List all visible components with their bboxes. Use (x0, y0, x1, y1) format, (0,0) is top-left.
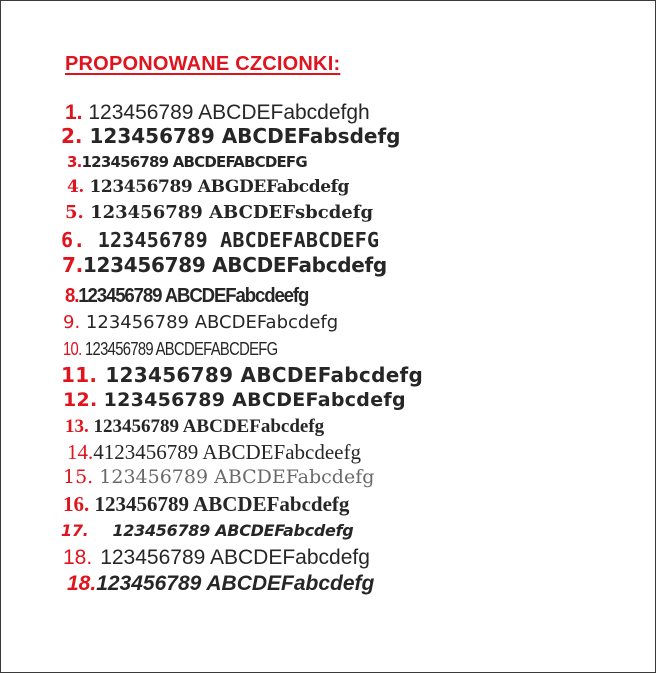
font-number: 12. (63, 389, 98, 411)
font-sample-text: 123456789 ABCDEFabcdefg (99, 466, 375, 488)
font-sample-4 (67, 179, 349, 196)
font-number: 9. (63, 312, 81, 333)
font-sample-text: 123456789 ABCDEFABCDEFG (81, 153, 307, 171)
font-sample-18a (63, 547, 370, 568)
font-sample-text: 123456789 ABCDEFabcdefgh (88, 101, 370, 124)
font-number: 13. (65, 416, 89, 437)
font-number: 10. (63, 339, 82, 359)
font-sample-text: 123456789 ABCDEFabcdeefg (78, 285, 309, 307)
font-sample-16 (63, 494, 349, 515)
font-number: 11. (61, 363, 98, 387)
font-sample-13 (65, 417, 324, 436)
font-sample-text: 123456789 ABCDEFABCDEFG (84, 339, 278, 359)
font-number: 4. (67, 177, 84, 197)
font-sample-text: 123456789 ABCDEFABCDEFG (97, 228, 380, 252)
font-sample-1 (65, 102, 370, 123)
font-number: 14. (67, 440, 94, 464)
font-number: 5. (65, 202, 84, 223)
font-sample-text: 123456789 ABCDEFabcdefg (82, 253, 387, 277)
font-sample-12 (63, 391, 406, 410)
font-sample-15 (63, 468, 374, 487)
font-number: 8. (65, 285, 79, 307)
font-sample-text: 123456789 ABCDEFabsdefg (89, 124, 401, 148)
font-sample-text: 123456789 ABCDEFabcdefg (100, 546, 370, 569)
font-sample-17 (61, 523, 353, 539)
font-sample-text: 123456789 ABCDEFabcdefg (85, 312, 339, 333)
font-sample-8 (65, 286, 308, 306)
font-sample-6 (61, 230, 379, 250)
font-sample-18b (67, 573, 374, 594)
font-number: 2. (61, 124, 83, 148)
font-number: 3. (67, 153, 82, 171)
font-sample-text: 123456789 ABCDEFabcdefg (112, 521, 354, 540)
font-sample-5 (65, 204, 373, 222)
page-title: PROPONOWANE CZCIONKI: (65, 53, 341, 75)
font-number: 17. (61, 521, 89, 540)
font-number: 18. (67, 572, 97, 595)
font-sample-text: 4123456789 ABCDEFabcdeefg (93, 440, 361, 464)
font-sample-text: 123456789 ABCDEFabcdefg (96, 572, 375, 595)
font-number: 7. (62, 253, 83, 277)
font-sample-9 (63, 314, 338, 332)
font-sample-14 (67, 442, 361, 463)
font-sample-10 (63, 340, 277, 358)
font-sample-text: 123456789 ABCDEFabcdefg (103, 389, 406, 411)
font-sample-text: 123456789 ABCDEFabcdefg (105, 363, 424, 387)
font-sample-text: 123456789 ABCDEFabcdefg (94, 492, 350, 516)
font-number: 1. (65, 101, 83, 124)
font-sample-7 (62, 255, 387, 275)
font-sample-text: 123456789 ABGDEFabcdefg (89, 177, 350, 197)
font-sample-text: 123456789 ABCDEFabcdefg (93, 416, 325, 437)
font-sample-3 (67, 155, 307, 170)
font-number: 15. (63, 466, 94, 488)
font-sample-text: 123456789 ABCDEFsbcdefg (90, 202, 374, 223)
font-number: 6. (61, 228, 86, 252)
font-number: 16. (63, 492, 90, 516)
font-sample-2 (61, 126, 400, 146)
font-number: 18. (63, 546, 93, 569)
font-sample-11 (61, 365, 423, 385)
